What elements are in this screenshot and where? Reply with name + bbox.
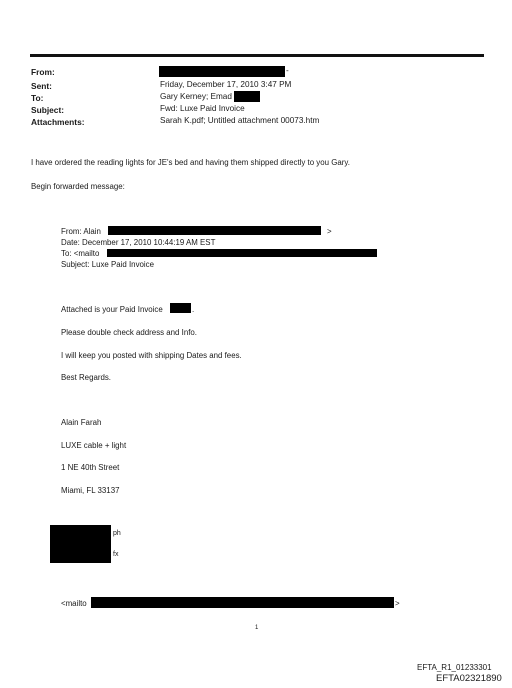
fwd-from-suffix: > xyxy=(327,227,332,236)
double-check-text: Please double check address and Info. xyxy=(61,328,197,337)
subject-value: Fwd: Luxe Paid Invoice xyxy=(160,104,245,113)
sig-city: Miami, FL 33137 xyxy=(61,486,120,495)
sig-company: LUXE cable + light xyxy=(61,441,127,450)
ph-label: ph xyxy=(113,530,121,537)
begin-forward-text: Begin forwarded message: xyxy=(31,182,125,191)
fwd-from-prefix: From: Alain xyxy=(61,227,101,236)
to-redaction xyxy=(234,91,260,102)
posted-text: I will keep you posted with shipping Dates and fees. xyxy=(61,351,242,360)
fwd-subject: Subject: Luxe Paid Invoice xyxy=(61,260,154,269)
mailto-suffix: > xyxy=(395,599,400,608)
header-rule xyxy=(30,54,484,57)
from-redaction xyxy=(159,66,285,77)
subject-label: Subject: xyxy=(31,105,65,115)
to-label: To: xyxy=(31,93,44,103)
sig-street: 1 NE 40th Street xyxy=(61,463,120,472)
fx-label: fx xyxy=(113,551,119,558)
from-label: From: xyxy=(31,67,55,77)
to-value: Gary Kerney; Emad xyxy=(160,92,232,101)
regards-text: Best Regards. xyxy=(61,373,111,382)
invoice-redaction xyxy=(170,303,191,313)
attachments-value: Sarah K.pdf; Untitled attachment 00073.htm xyxy=(160,116,320,125)
from-suffix: - xyxy=(286,66,289,75)
efta-r1-number: EFTA_R1_01233301 xyxy=(417,663,492,672)
fwd-to-prefix: To: <mailto xyxy=(61,249,100,258)
attached-text: Attached is your Paid Invoice xyxy=(61,305,163,314)
efta-number: EFTA02321890 xyxy=(436,673,502,684)
attached-end: . xyxy=(192,305,195,314)
fwd-to-redaction xyxy=(107,249,377,257)
fwd-from-redaction xyxy=(108,226,321,235)
sig-name: Alain Farah xyxy=(61,418,102,427)
attachments-label: Attachments: xyxy=(31,117,85,127)
intro-text: I have ordered the reading lights for JE's bed and having them shipped directly to you Gary. xyxy=(31,158,350,167)
mailto-prefix: <mailto xyxy=(61,599,87,608)
page-number: 1 xyxy=(255,625,259,631)
fwd-date: Date: December 17, 2010 10:44:19 AM EST xyxy=(61,238,216,247)
sent-value: Friday, December 17, 2010 3:47 PM xyxy=(160,80,292,89)
mailto-redaction xyxy=(91,597,394,608)
phone-fax-redaction xyxy=(50,525,111,563)
sent-label: Sent: xyxy=(31,81,52,91)
